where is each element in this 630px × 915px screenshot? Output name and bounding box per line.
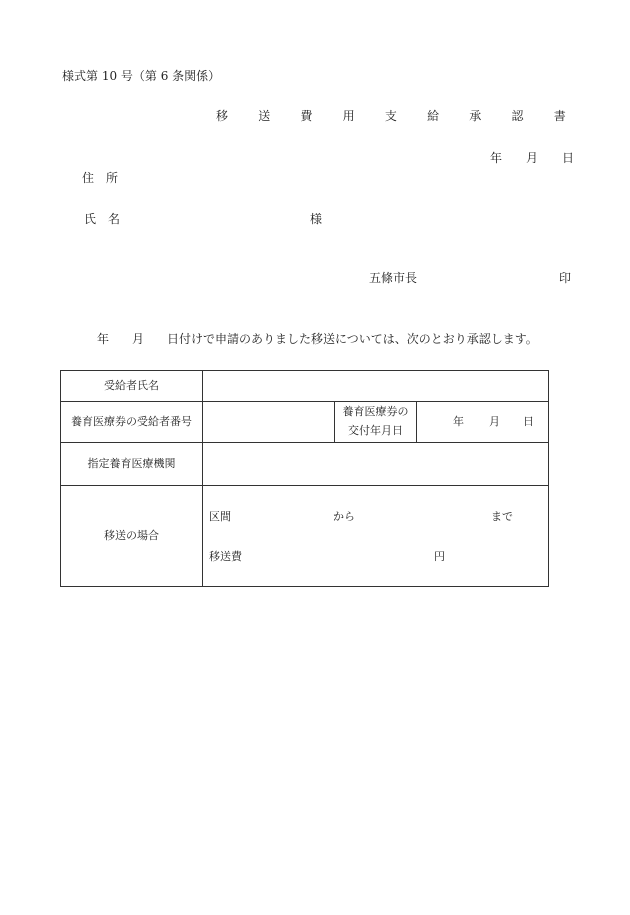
recipient-name-field — [203, 371, 549, 402]
row-medical-institution — [61, 443, 549, 486]
document-title: 移 送 費 用 支 給 承 認 書 — [216, 109, 579, 123]
row-transport — [61, 486, 549, 587]
honorific: 様 — [310, 212, 323, 226]
row-recipient-number — [61, 402, 549, 443]
transport-details — [203, 486, 549, 587]
row-recipient-name — [61, 371, 549, 402]
issue-date-field — [417, 402, 549, 443]
yen-unit: 円 — [434, 550, 445, 563]
issue-date-label-line2: 交付年月日 — [348, 424, 403, 437]
approval-table — [60, 370, 549, 587]
recipient-number-field — [203, 402, 335, 443]
medical-institution-field — [203, 443, 549, 486]
recipient-name-label: 受給者氏名 — [61, 371, 203, 402]
issue-date-month: 月 — [489, 415, 500, 428]
date-year: 年 — [490, 151, 503, 165]
section-label: 区間 — [209, 510, 231, 523]
section-to: まで — [491, 510, 513, 523]
issue-date-label — [335, 402, 417, 443]
medical-institution-label: 指定養育医療機関 — [61, 443, 203, 486]
body-month: 月 — [132, 332, 145, 346]
seal-mark: 印 — [559, 271, 572, 285]
form-number: 様式第 10 号（第 6 条関係） — [62, 69, 221, 83]
address-label: 住 所 — [82, 171, 119, 185]
section-from: から — [333, 510, 355, 523]
name-label: 氏 名 — [84, 212, 121, 226]
recipient-number-label: 養育医療券の受給者番号 — [61, 402, 203, 443]
body-text: 日付けで申請のありました移送については、次のとおり承認します。 — [167, 332, 538, 346]
issue-date-year: 年 — [453, 415, 464, 428]
transport-label: 移送の場合 — [61, 486, 203, 587]
date-day: 日 — [562, 151, 575, 165]
issuer-name: 五條市長 — [369, 271, 418, 285]
issue-date-day: 日 — [523, 415, 534, 428]
body-year: 年 — [97, 332, 110, 346]
date-month: 月 — [526, 151, 539, 165]
issue-date-label-line1: 養育医療券の — [342, 405, 409, 419]
transport-fee-label: 移送費 — [209, 550, 242, 563]
